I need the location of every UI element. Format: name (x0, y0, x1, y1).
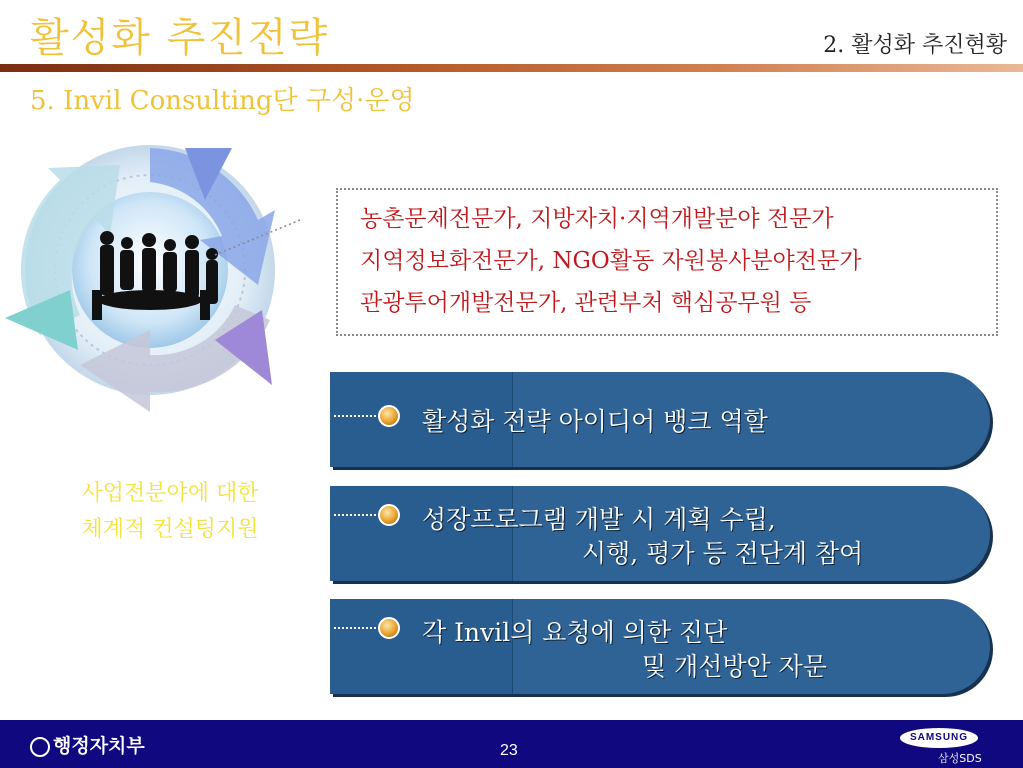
bullet-icon (378, 504, 400, 526)
callout-line: 농촌문제전문가, 지방자치·지역개발분야 전문가 (360, 206, 834, 232)
header-divider (0, 64, 1023, 72)
role-text: 각 Invil의 요청에 의한 진단 (422, 618, 728, 647)
role-item (330, 599, 992, 694)
dotted-connector (334, 514, 384, 516)
dotted-connector (334, 415, 384, 417)
page-number: 23 (500, 742, 518, 759)
callout-line: 지역정보화전문가, NGO활동 자원봉사분야전문가 (360, 248, 862, 274)
support-note-line: 체계적 컨설팅지원 (81, 517, 259, 542)
emblem-icon (30, 737, 50, 757)
ministry-logo (30, 731, 145, 758)
role-item (330, 486, 992, 581)
sds-label: 삼성SDS (938, 752, 982, 765)
ministry-name: 행정자치부 (53, 735, 145, 757)
bullet-icon (378, 617, 400, 639)
slide-subtitle: 5. Invil Consulting단 구성·운영 (30, 86, 415, 116)
support-note (40, 476, 300, 548)
slide-title: 활성화 추진전략 (30, 15, 330, 61)
dotted-connector (334, 627, 384, 629)
section-label: 2. 활성화 추진현황 (823, 33, 1007, 58)
role-text: 활성화 전략 아이디어 뱅크 역할 (422, 407, 768, 436)
cycle-graphic (0, 140, 300, 420)
role-text: 성장프로그램 개발 시 계획 수립, (422, 505, 776, 534)
samsung-logo: SAMSUNG (900, 728, 978, 748)
callout-line: 관광투어개발전문가, 관련부처 핵심공무원 등 (360, 290, 812, 316)
footer-bar (0, 720, 1023, 768)
expert-composition-box (336, 188, 998, 336)
role-item (330, 372, 992, 467)
role-text-continued: 및 개선방안 자문 (642, 652, 827, 681)
role-text-continued: 시행, 평가 등 전단계 참여 (582, 539, 864, 568)
support-note-line: 사업전분야에 대한 (81, 481, 259, 506)
bullet-icon (378, 405, 400, 427)
